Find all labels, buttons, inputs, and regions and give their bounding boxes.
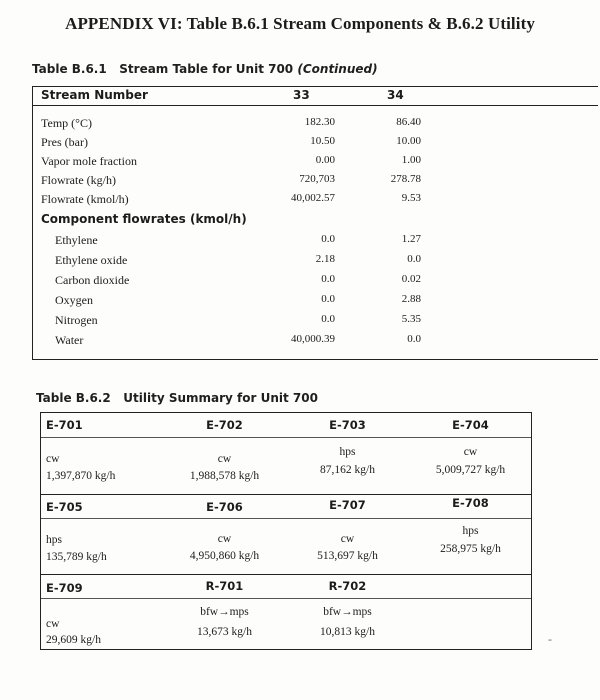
utility-type: hps [462,525,479,537]
stream-number-header: Stream Number [41,88,148,102]
utility-type: cw [340,533,355,545]
utility-type: cw [46,618,60,630]
cell-stream-34: 1.00 [401,154,421,166]
utility-type: hps [46,534,62,546]
table2-caption [36,391,318,405]
unit-header: E-705 [46,500,83,514]
cell-stream-33: 0.0 [321,293,335,305]
unit-header: E-702 [206,418,243,432]
table-rule [40,412,41,650]
cell-stream-34: 5.35 [401,313,421,325]
appendix-title: APPENDIX VI: Table B.6.1 Stream Components & B.6.2 Utility [65,14,535,33]
table1-caption-number: Table B.6.1 [32,62,107,76]
cell-stream-34: 278.78 [390,173,421,185]
component-label: Oxygen [55,293,93,307]
table-rule [40,494,532,495]
cell-stream-33: 10.50 [310,135,335,147]
row-label: Vapor mole fraction [41,154,137,168]
cell-stream-33: 0.00 [315,154,335,166]
stream-33-header: 33 [293,88,310,102]
margin-mark: - [548,632,552,646]
utility-summary-table [40,412,532,650]
table-row [33,171,598,191]
utility-flowrate: 4,950,860 kg/h [189,550,260,562]
cell-stream-33: 2.18 [315,253,335,265]
table1-caption-text: Stream Table for Unit 700 [119,62,294,76]
table1-caption [32,62,378,76]
table2-caption-number: Table B.6.2 [36,391,111,405]
utility-flowrate: 29,609 kg/h [46,634,101,646]
component-label: Ethylene oxide [55,253,128,267]
utility-type: cw [217,453,232,465]
table-row [33,271,598,291]
unit-header: E-706 [206,500,243,514]
table-row [33,133,598,153]
table-row [33,231,598,251]
row-label: Temp (°C) [41,116,92,130]
table-row [33,291,598,311]
utility-flowrate: 10,813 kg/h [320,626,375,638]
cell-stream-34: 1.27 [401,233,421,245]
table-rule [40,598,532,599]
unit-header: E-703 [329,418,366,432]
cell-stream-34: 0.0 [407,253,421,265]
component-label: Water [55,333,84,347]
cell-stream-33: 40,002.57 [291,192,335,204]
row-label: Flowrate (kg/h) [41,173,116,187]
unit-header: E-707 [329,498,366,512]
table1-header [32,86,598,106]
unit-header: R-701 [205,579,244,593]
cell-stream-33: 0.0 [321,233,335,245]
stream-34-header: 34 [387,88,404,102]
unit-header: E-701 [46,418,83,432]
utility-type: bfw→mps [200,606,249,618]
table1-body [32,104,598,360]
utility-flowrate: 258,975 kg/h [440,543,501,555]
row-label: Pres (bar) [41,135,88,149]
utility-type: bfw→mps [323,606,372,618]
component-flowrates-heading: Component flowrates (kmol/h) [41,212,247,226]
cell-stream-34: 2.88 [401,293,421,305]
cell-stream-33: 0.0 [321,313,335,325]
cell-stream-33: 0.0 [321,273,335,285]
table-row [33,331,598,351]
table-rule [40,437,532,438]
utility-flowrate: 1,397,870 kg/h [46,470,116,482]
utility-flowrate: 87,162 kg/h [320,464,375,476]
cell-stream-33: 720,703 [299,173,335,185]
utility-flowrate: 1,988,578 kg/h [189,470,260,482]
unit-header: E-709 [46,581,83,595]
table-rule [40,649,532,650]
utility-type: hps [339,446,356,458]
component-label: Carbon dioxide [55,273,130,287]
cell-stream-34: 0.0 [407,333,421,345]
table-row [33,152,598,172]
unit-header: E-704 [452,418,489,432]
utility-flowrate: 5,009,727 kg/h [435,464,506,476]
table2-caption-text: Utility Summary for Unit 700 [123,391,318,405]
component-label: Ethylene [55,233,98,247]
utility-type: cw [217,533,232,545]
table-row [33,251,598,271]
cell-stream-34: 9.53 [401,192,421,204]
cell-stream-33: 40,000.39 [291,333,335,345]
utility-flowrate: 135,789 kg/h [46,551,107,563]
cell-stream-34: 10.00 [396,135,421,147]
utility-type: cw [46,453,60,465]
component-label: Nitrogen [55,313,98,327]
unit-header: E-708 [452,496,489,510]
table1-caption-continued: (Continued) [297,62,378,76]
table-rule [40,574,532,575]
unit-header: R-702 [328,579,367,593]
table-rule [40,518,532,519]
table-row [33,114,598,134]
utility-flowrate: 13,673 kg/h [197,626,252,638]
utility-type: cw [463,446,478,458]
cell-stream-34: 0.02 [401,273,421,285]
table-row [33,311,598,331]
cell-stream-33: 182.30 [304,116,335,128]
table-row [33,190,598,210]
row-label: Flowrate (kmol/h) [41,192,129,206]
table-rule [40,412,532,413]
utility-flowrate: 513,697 kg/h [317,550,378,562]
cell-stream-34: 86.40 [396,116,421,128]
